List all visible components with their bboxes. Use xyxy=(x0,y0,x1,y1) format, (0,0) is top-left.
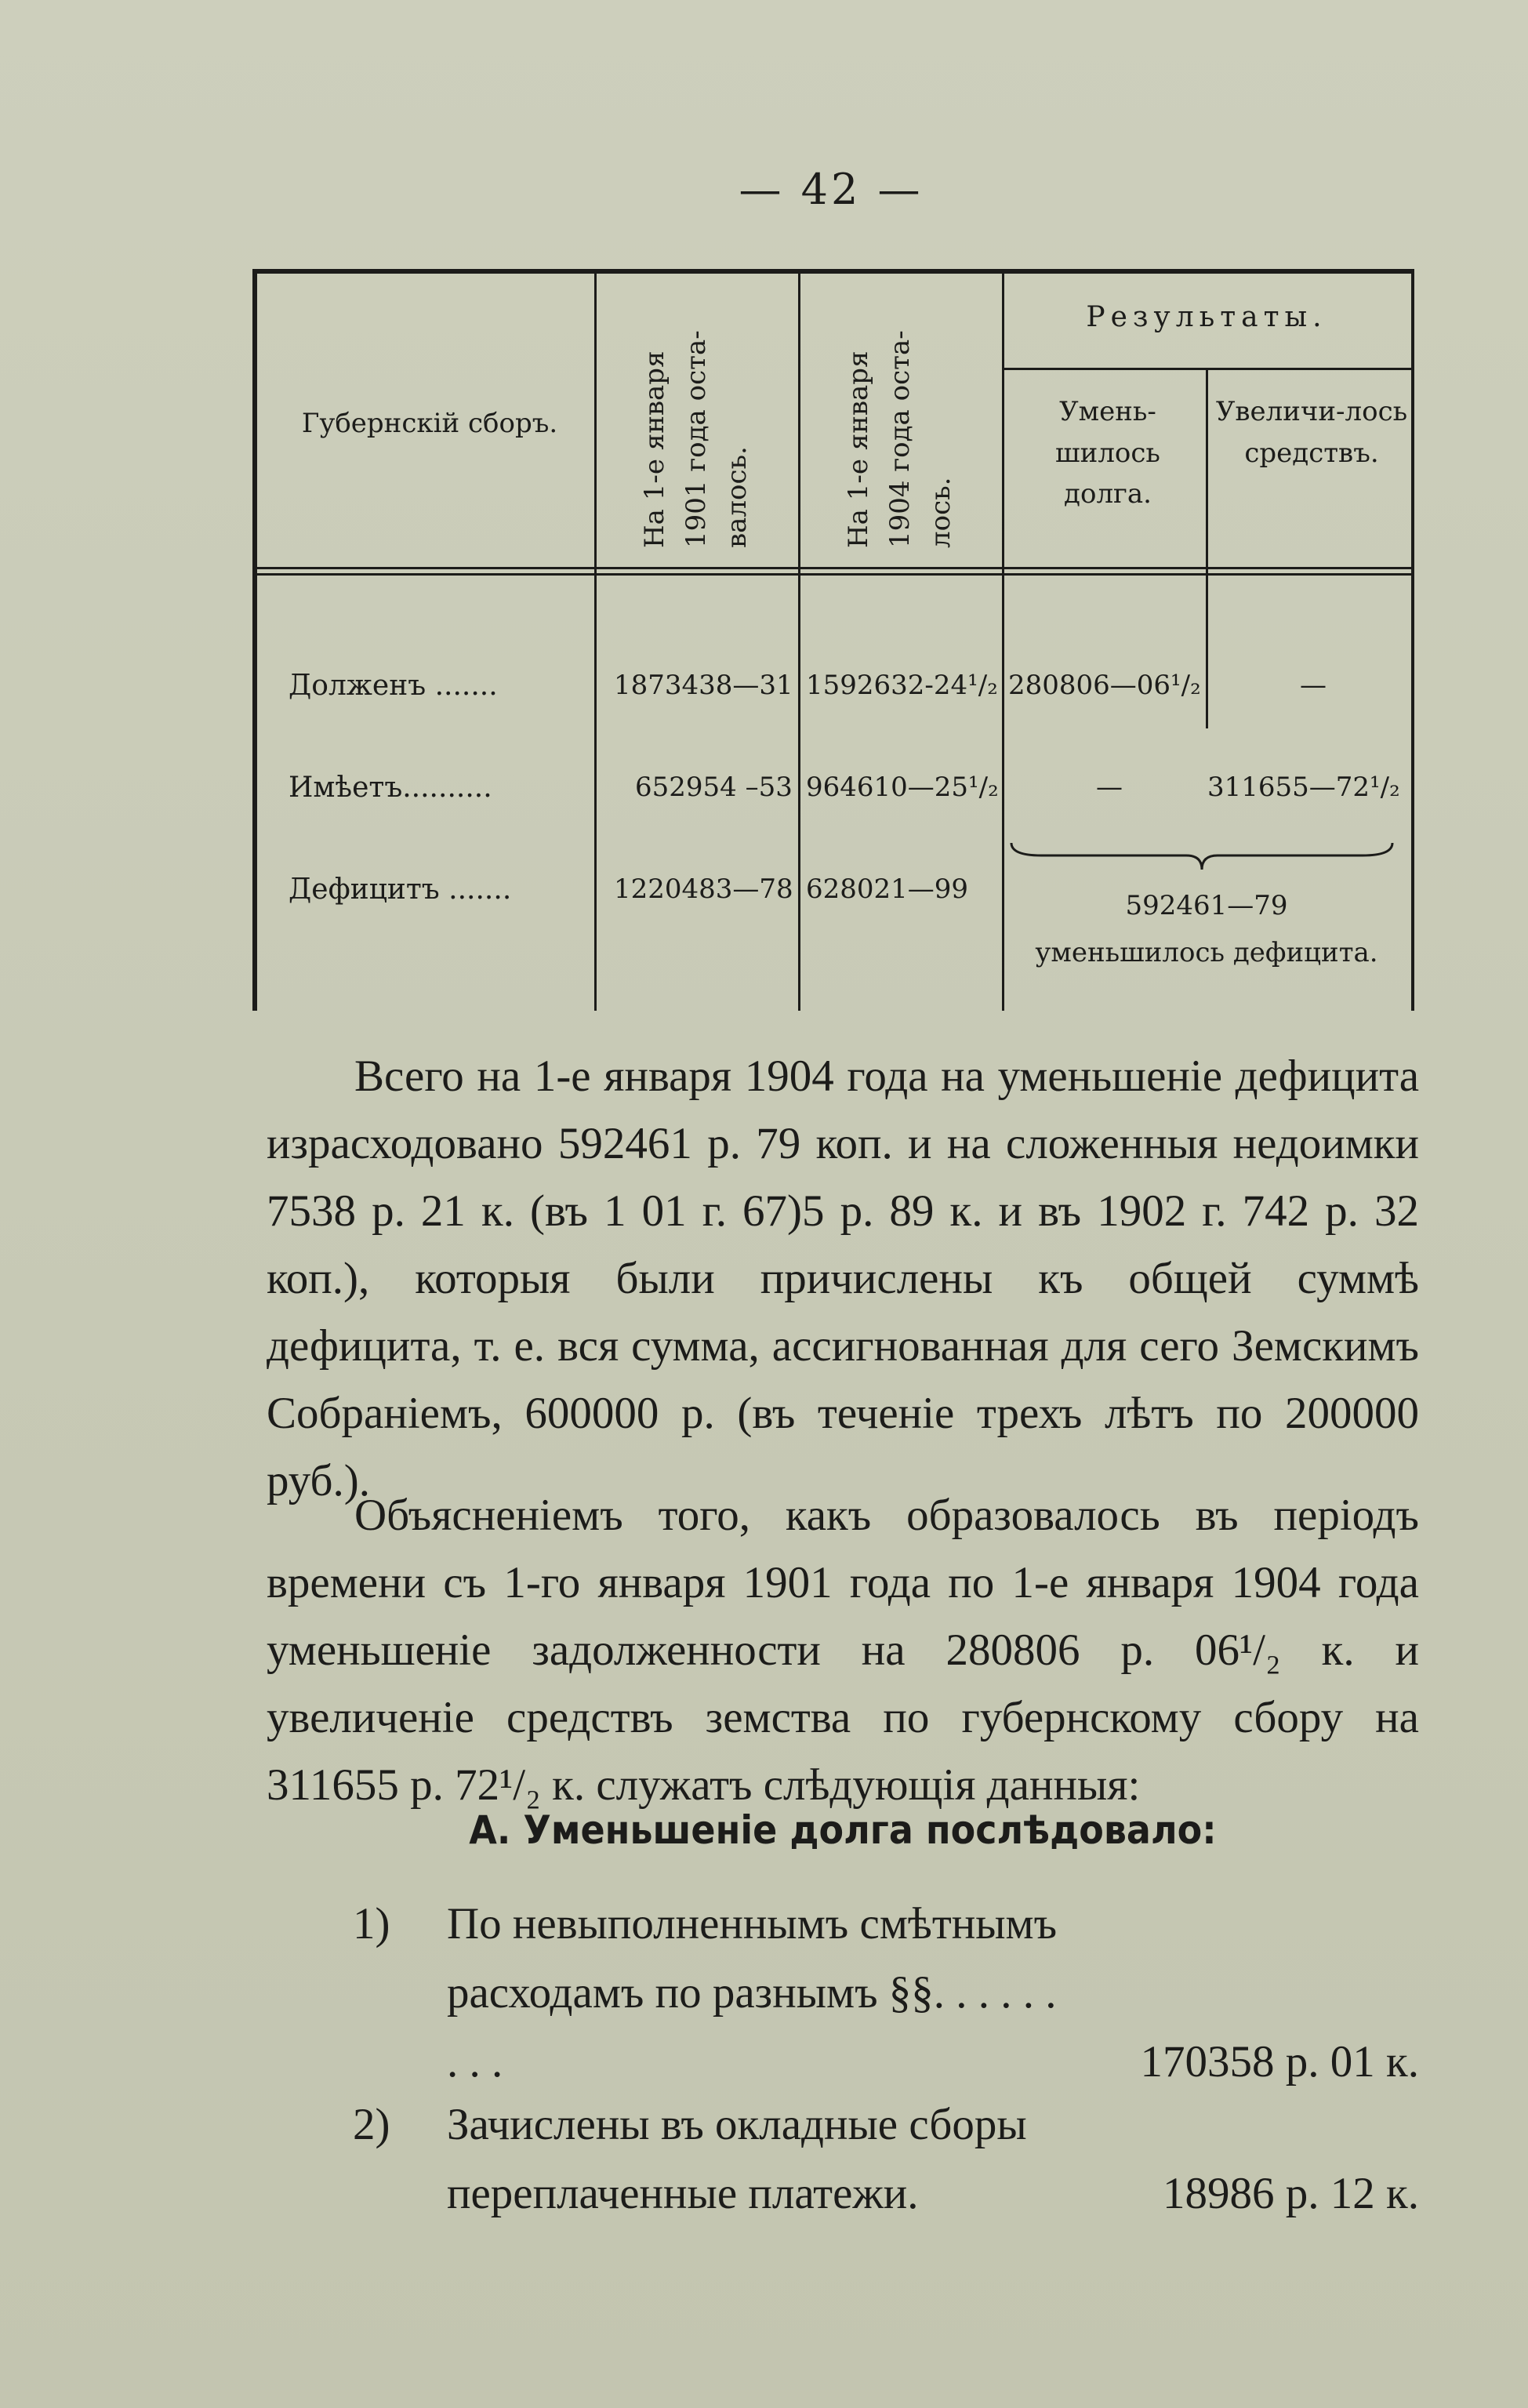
list-item-text: По невыполненнымъ смѣтнымъ расходамъ по разнымъ §§. . . . . . . . . xyxy=(447,1899,1058,2087)
header-gubernsky-sbor: Губернскій сборъ. xyxy=(301,408,558,439)
header-subdivider xyxy=(1002,368,1411,370)
deficit-decrease-value: 592461—79 xyxy=(1125,890,1288,921)
cell-deficit-1901: 1220483—78 xyxy=(614,873,793,905)
page-number: — 42 — xyxy=(739,165,924,214)
list-item xyxy=(267,1890,1419,2101)
row-label-deficit: Дефицитъ ....... xyxy=(289,873,512,906)
results-brace xyxy=(1010,840,1394,871)
cell-dolzhen-1904: 1592632-24¹/₂ xyxy=(806,670,998,701)
list-item xyxy=(267,2090,1419,2232)
list-item-number: 2) xyxy=(353,2100,390,2149)
cell-dolzhen-decreased: 280806—06¹/₂ xyxy=(1008,670,1201,701)
cell-imeet-decreased: — xyxy=(1096,772,1123,803)
header-results: Результаты. xyxy=(1086,301,1327,333)
header-decreased-debt: Умень-шилось долга. xyxy=(1055,396,1160,510)
header-jan-1901: На 1-е января 1901 года оста-валось. xyxy=(638,330,753,548)
list-item-amount: 18986 р. 12 к. xyxy=(1163,2169,1419,2218)
header-rule-double xyxy=(257,573,1411,576)
row-label-imeet: Имѣетъ.......... xyxy=(289,772,492,804)
column-divider xyxy=(798,274,800,1011)
cell-imeet-1901: 652954 –53 xyxy=(635,772,793,803)
list-item-number: 1) xyxy=(353,1899,390,1949)
header-jan-1904: На 1-е января 1904 года оста-лось. xyxy=(842,330,957,548)
results-table xyxy=(252,269,1414,1011)
row-label-dolzhen: Долженъ ....... xyxy=(289,670,498,702)
cell-imeet-1904: 964610—25¹/₂ xyxy=(806,772,999,803)
cell-imeet-increased: 311655—72¹/₂ xyxy=(1207,772,1400,803)
paragraph-explanation: Объясненіемъ того, какъ образовалось въ періодъ времени съ 1-го января 1901 года по 1-е января 1904 года уменьшеніе задолженности на 280806 р. 06¹/₂ к. и увеличеніе средствъ земства по губернскому сбору на 311655 р. 72¹/₂ к. служатъ слѣдующія данныя: xyxy=(267,1491,1419,1810)
header-rule xyxy=(257,567,1411,569)
column-divider xyxy=(1206,368,1208,728)
cell-dolzhen-1901: 1873438—31 xyxy=(614,670,793,701)
column-divider xyxy=(594,274,597,1011)
deficit-decrease-caption: уменьшилось дефицита. xyxy=(1035,937,1378,968)
paragraph-total-spent: Всего на 1-е января 1904 года на уменьшеніе дефицита израсходовано 592461 р. 79 коп. и на сложенныя недоимки 7538 р. 21 к. (въ 1 01 г. 67)5 р. 89 к. и въ 1902 г. 742 р. 32 коп.), которыя были причислены къ общей суммѣ дефицита, т. е. вся сумма, ассигнованная для сего Земскимъ Собраніемъ, 600000 р. (въ теченіе трехъ лѣтъ по 200000 руб.). xyxy=(267,1051,1419,1505)
cell-deficit-1904: 628021—99 xyxy=(806,873,969,905)
cell-dolzhen-increased: — xyxy=(1300,670,1327,701)
section-heading: А. Уменьшеніе долга послѣдовало: xyxy=(469,1807,1217,1853)
list-item-text: Зачислены въ окладные сборы переплаченные платежи. xyxy=(447,2100,1027,2218)
header-increased-funds: Увеличи-лось средствъ. xyxy=(1215,396,1408,469)
list-item-amount: 170358 р. 01 к. xyxy=(1140,2037,1419,2087)
